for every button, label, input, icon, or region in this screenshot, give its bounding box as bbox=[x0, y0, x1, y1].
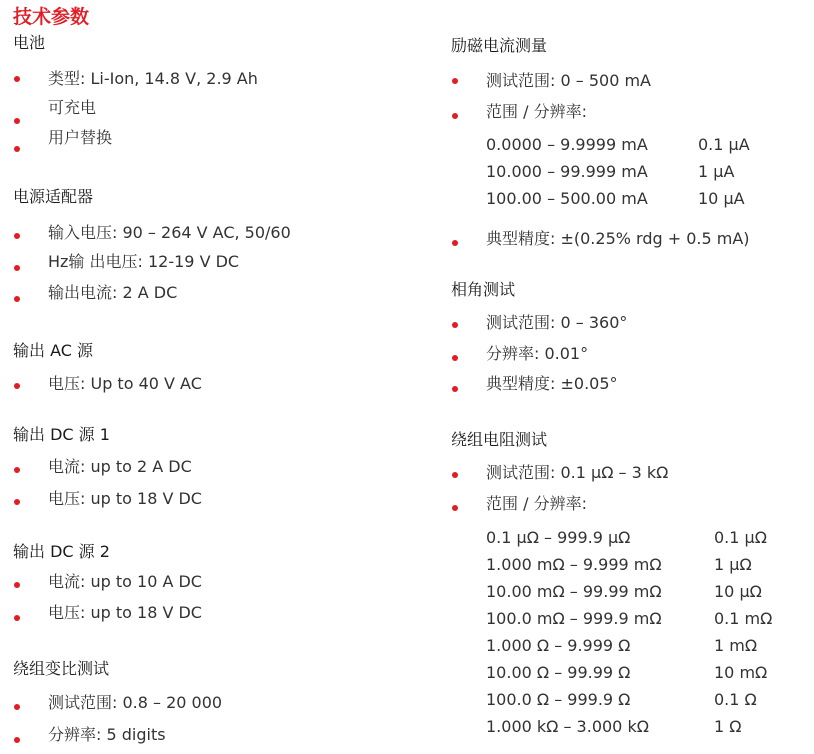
bullet-dot bbox=[14, 233, 20, 239]
bullet-text: 用户替换 bbox=[48, 128, 113, 147]
range-cell: 100.0 mΩ – 999.9 mΩ bbox=[486, 609, 662, 628]
bullet-text: 输入电压: 90 – 264 V AC, 50/60 bbox=[48, 223, 291, 242]
bullet-dot bbox=[14, 296, 20, 302]
resolution-cell: 0.1 Ω bbox=[714, 690, 757, 709]
bullet-text: 输出电流: 2 A DC bbox=[48, 283, 178, 302]
section-heading: 电池 bbox=[13, 33, 46, 52]
bullet-dot bbox=[14, 76, 20, 82]
bullet-text: 电压: up to 18 V DC bbox=[48, 489, 202, 508]
bullet-dot bbox=[14, 499, 20, 505]
bullet-dot bbox=[452, 78, 458, 84]
bullet-dot bbox=[452, 505, 458, 511]
bullet-text: 电压: up to 18 V DC bbox=[48, 603, 202, 622]
range-cell: 10.000 – 99.999 mA bbox=[486, 162, 648, 181]
range-cell: 100.00 – 500.00 mA bbox=[486, 189, 648, 208]
resolution-cell: 1 μA bbox=[698, 162, 735, 181]
bullet-dot bbox=[14, 582, 20, 588]
bullet-dot bbox=[452, 355, 458, 361]
bullet-dot bbox=[14, 118, 20, 124]
bullet-text: 类型: Li-Ion, 14.8 V, 2.9 Ah bbox=[48, 69, 258, 88]
bullet-text: 测试范围: 0 – 360° bbox=[486, 313, 628, 332]
range-cell: 1.000 kΩ – 3.000 kΩ bbox=[486, 717, 649, 736]
section-heading: 输出 DC 源 1 bbox=[13, 425, 110, 444]
section-heading: 相角测试 bbox=[451, 280, 516, 299]
bullet-dot bbox=[452, 322, 458, 328]
range-cell: 0.1 μΩ – 999.9 μΩ bbox=[486, 528, 631, 547]
section-heading: 绕组变比测试 bbox=[13, 659, 110, 678]
section-heading: 输出 DC 源 2 bbox=[13, 542, 110, 561]
bullet-dot bbox=[14, 704, 20, 710]
range-cell: 10.00 mΩ – 99.99 mΩ bbox=[486, 582, 662, 601]
bullet-text: 典型精度: ±0.05° bbox=[486, 374, 618, 393]
range-cell: 0.0000 – 9.9999 mA bbox=[486, 135, 648, 154]
bullet-dot bbox=[452, 472, 458, 478]
section-heading: 励磁电流测量 bbox=[451, 36, 548, 55]
resolution-cell: 10 mΩ bbox=[714, 663, 768, 682]
bullet-text: 电流: up to 2 A DC bbox=[48, 457, 192, 476]
section-heading: 电源适配器 bbox=[13, 187, 94, 206]
resolution-cell: 1 Ω bbox=[714, 717, 742, 736]
bullet-text: 典型精度: ±(0.25% rdg + 0.5 mA) bbox=[486, 229, 750, 248]
bullet-dot bbox=[14, 383, 20, 389]
bullet-text: 范围 / 分辨率: bbox=[486, 494, 587, 513]
range-cell: 1.000 Ω – 9.999 Ω bbox=[486, 636, 631, 655]
bullet-text: 测试范围: 0.8 – 20 000 bbox=[48, 693, 223, 712]
range-cell: 10.00 Ω – 99.99 Ω bbox=[486, 663, 631, 682]
resolution-cell: 1 μΩ bbox=[714, 555, 752, 574]
section-heading: 绕组电阻测试 bbox=[451, 430, 548, 449]
bullet-text: 分辨率: 0.01° bbox=[486, 344, 589, 363]
bullet-dot bbox=[452, 240, 458, 246]
bullet-dot bbox=[14, 265, 20, 271]
resolution-cell: 0.1 μA bbox=[698, 135, 750, 154]
bullet-dot bbox=[452, 386, 458, 392]
resolution-cell: 0.1 μΩ bbox=[714, 528, 767, 547]
bullet-dot bbox=[14, 146, 20, 152]
bullet-text: 可充电 bbox=[48, 98, 97, 117]
page-title: 技术参数 bbox=[13, 6, 90, 28]
bullet-text: 电流: up to 10 A DC bbox=[48, 572, 202, 591]
range-cell: 100.0 Ω – 999.9 Ω bbox=[486, 690, 631, 709]
resolution-cell: 10 μA bbox=[698, 189, 745, 208]
bullet-text: 分辨率: 5 digits bbox=[48, 725, 166, 744]
bullet-text: 电压: Up to 40 V AC bbox=[48, 374, 202, 393]
section-heading: 输出 AC 源 bbox=[13, 341, 94, 360]
bullet-text: 范围 / 分辨率: bbox=[486, 102, 587, 121]
bullet-dot bbox=[14, 467, 20, 473]
bullet-text: 测试范围: 0.1 μΩ – 3 kΩ bbox=[486, 463, 669, 482]
bullet-text: Hz输 出电压: 12-19 V DC bbox=[48, 252, 240, 271]
resolution-cell: 10 μΩ bbox=[714, 582, 762, 601]
resolution-cell: 1 mΩ bbox=[714, 636, 758, 655]
bullet-text: 测试范围: 0 – 500 mA bbox=[486, 71, 651, 90]
resolution-cell: 0.1 mΩ bbox=[714, 609, 773, 628]
bullet-dot bbox=[14, 737, 20, 743]
bullet-dot bbox=[452, 113, 458, 119]
range-cell: 1.000 mΩ – 9.999 mΩ bbox=[486, 555, 662, 574]
bullet-dot bbox=[14, 615, 20, 621]
